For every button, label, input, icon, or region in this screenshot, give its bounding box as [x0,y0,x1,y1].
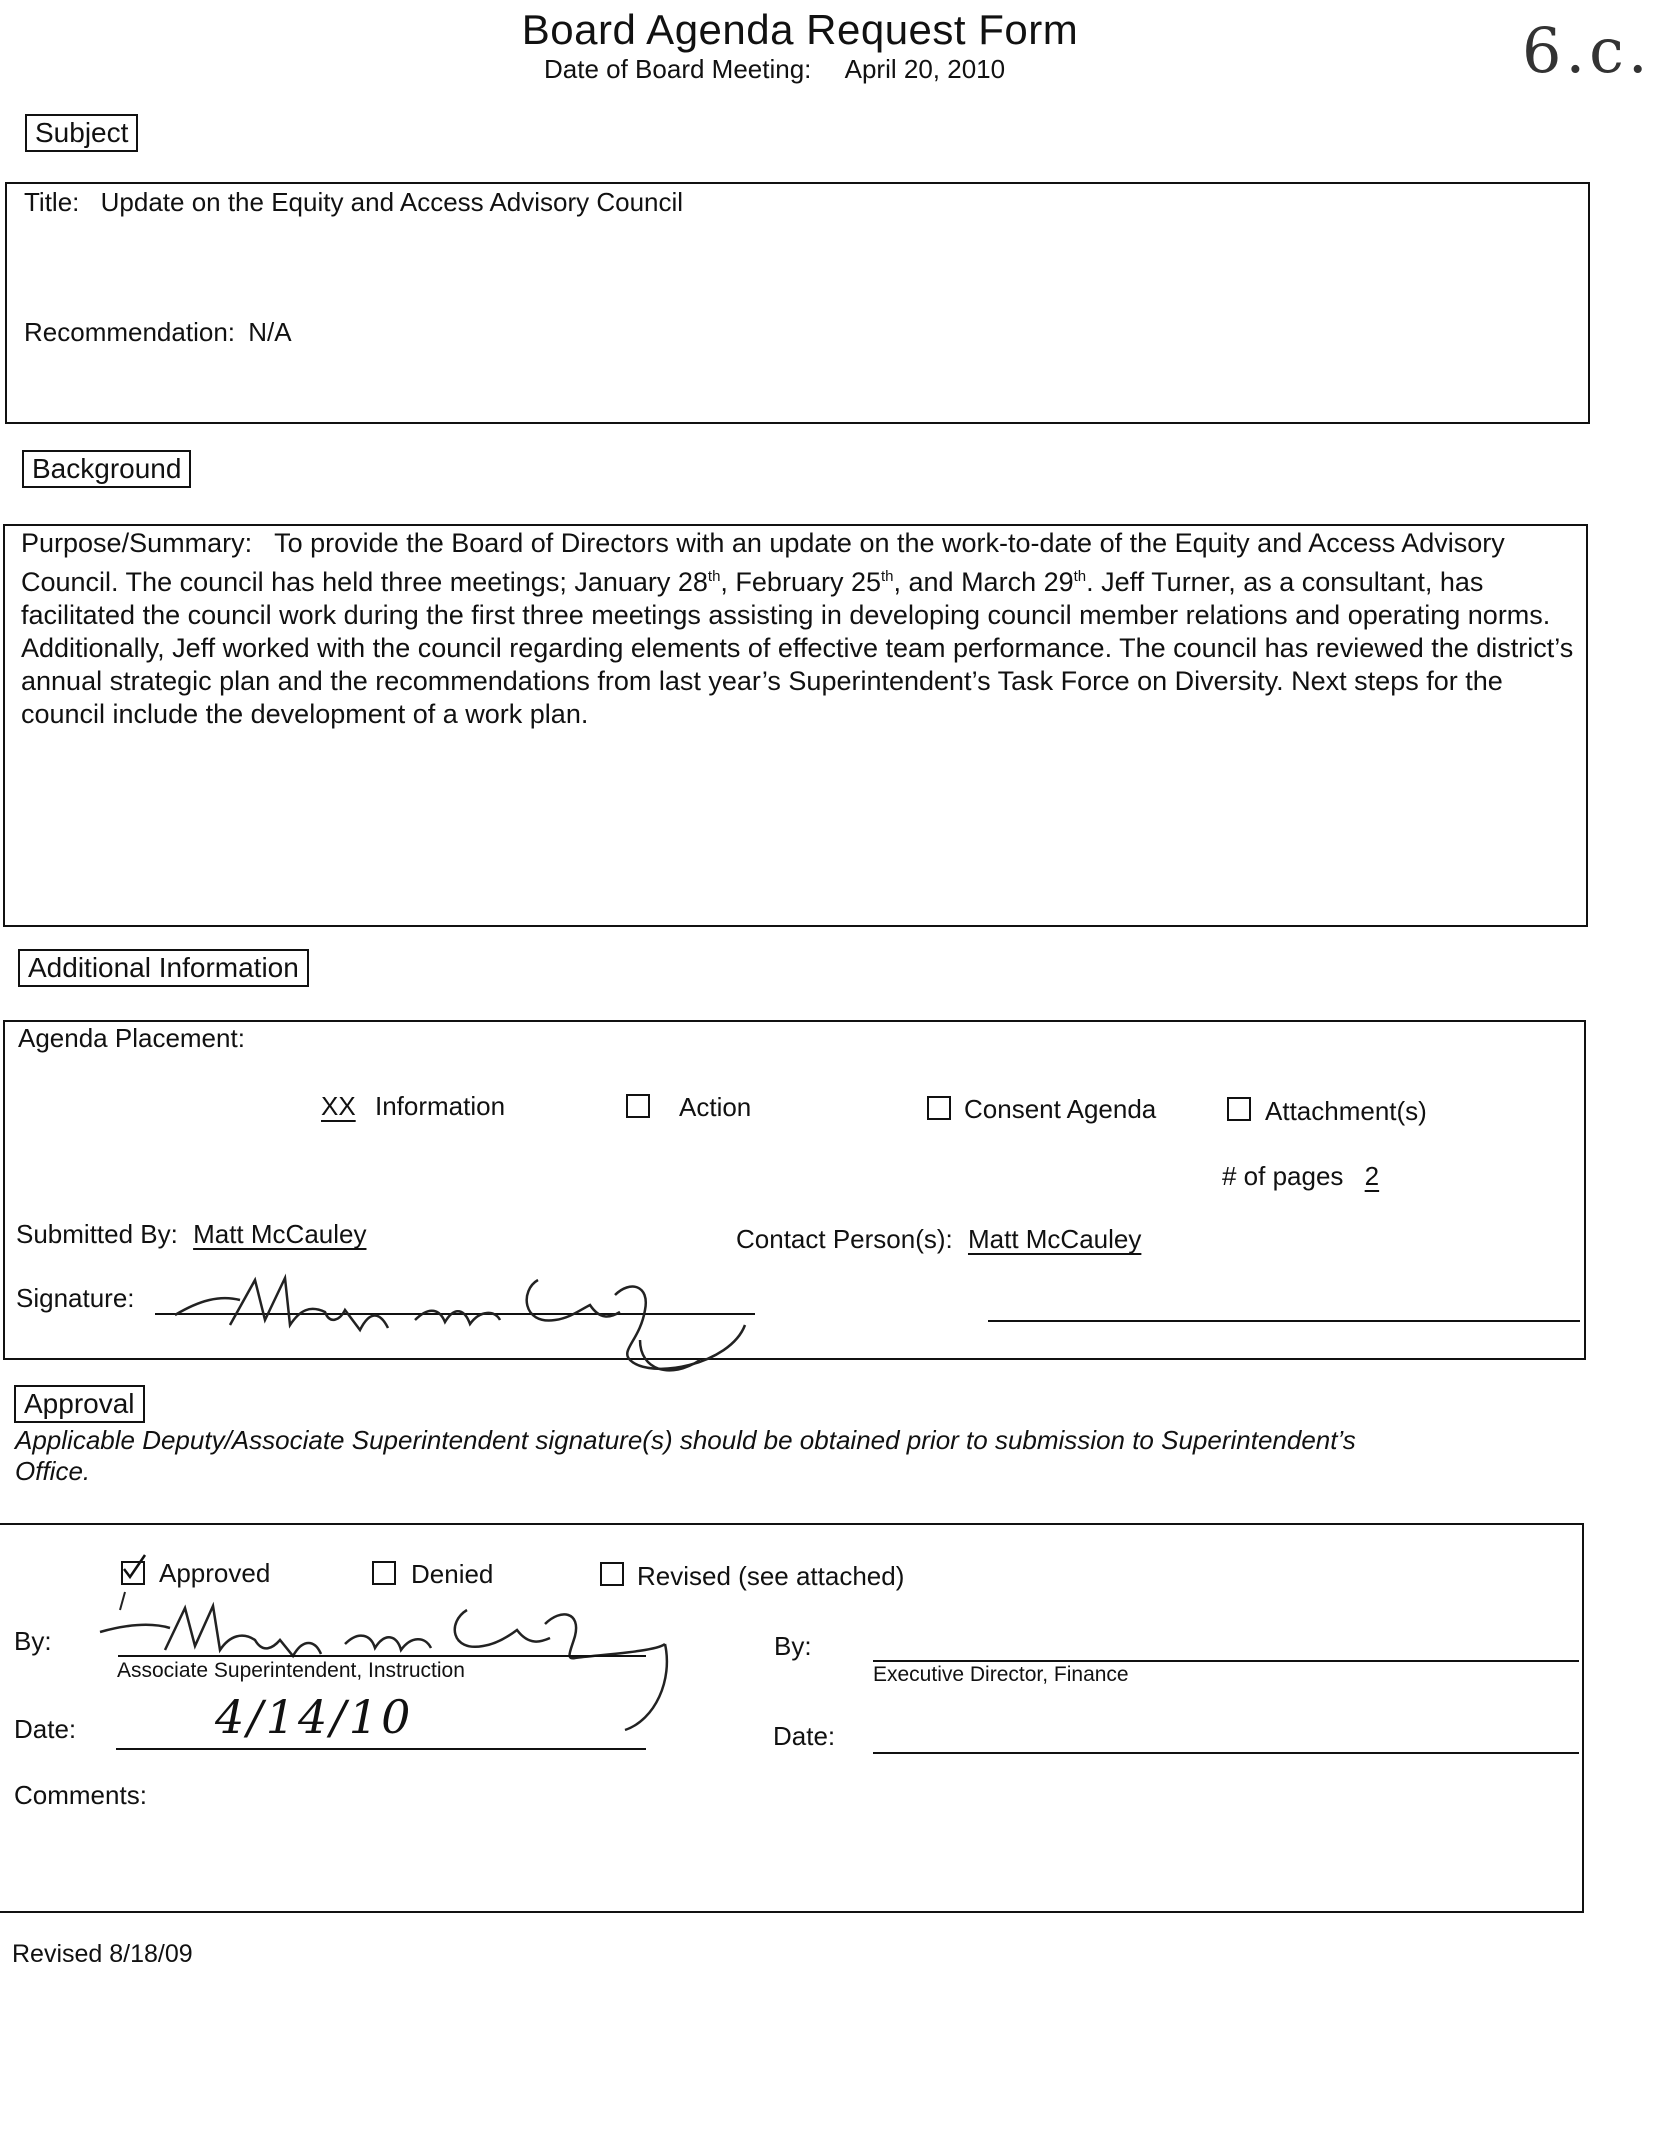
purpose-summary-text [21,527,1576,731]
contact-signature-line [988,1320,1580,1322]
purpose-text-3: , and March 29 [893,567,1074,597]
title-value: Update on the Equity and Access Advisory Council [100,187,684,217]
revised-footer: Revised 8/18/09 [12,1940,193,1968]
recommendation-value: N/A [248,317,292,347]
by-label-left: By: [14,1626,52,1656]
contact-person-label: Contact Person(s): [736,1224,953,1254]
revised-label: Revised (see attached) [637,1561,905,1591]
approved-label: Approved [159,1558,271,1588]
attachments-label: Attachment(s) [1265,1096,1427,1126]
recommendation-line [24,317,292,348]
title-line [24,187,683,218]
information-mark: XX [321,1091,356,1121]
pages-line [1222,1161,1379,1192]
check-icon [121,1557,145,1581]
information-label: Information [375,1091,506,1121]
comments-label: Comments: [14,1780,147,1810]
action-label: Action [679,1092,752,1122]
attachments-checkbox[interactable] [1227,1097,1251,1121]
meeting-date-value: April 20, 2010 [844,54,1006,84]
approval-instruction: Applicable Deputy/Associate Superintendent signature(s) should be obtained prior to submission to Superintendent’s Office. [15,1425,1356,1486]
additional-info-section-label: Additional Information [18,949,309,987]
purpose-text-1: To provide the Board of Directors with an update on the work-to-date of the Equity and Access Advisory Council. The council has held three meetings; January 28 [21,528,1505,597]
left-approver-title: Associate Superintendent, Instruction [117,1659,465,1682]
contact-person-line [736,1224,1141,1255]
purpose-text-4: . Jeff Turner, as a consultant, has facilitated the council work during the first three meetings assisting in developing council member relations and operating norms. Additionally, Jeff worked with the council regarding elements of effective team performance. The council has reviewed the district’s annual strategic plan and the recommendations from last year’s Superintendent’s Task Force on Diversity. Next steps for the council include the development of a work plan. [21,567,1574,729]
pages-value: 2 [1364,1161,1380,1191]
recommendation-label: Recommendation: [24,317,235,347]
contact-person-value: Matt McCauley [967,1224,1142,1254]
date-line-right [873,1752,1579,1754]
agenda-placement-label: Agenda Placement: [18,1023,245,1053]
date-label-left: Date: [14,1714,77,1744]
background-section-label: Background [22,450,191,488]
right-approver-title: Executive Director, Finance [873,1663,1129,1686]
pages-label: # of pages [1222,1161,1344,1191]
by-label-right: By: [774,1631,812,1661]
signature-label: Signature: [16,1283,135,1313]
meeting-date-label: Date of Board Meeting: [544,54,812,84]
denied-label: Denied [411,1559,494,1589]
action-checkbox[interactable] [626,1094,650,1118]
by-line-right [873,1660,1579,1662]
submitted-by-value: Matt McCauley [193,1219,367,1249]
date-label-right: Date: [773,1721,836,1751]
subject-section-label: Subject [25,114,138,152]
consent-agenda-checkbox[interactable] [927,1096,951,1120]
sup-3: th [1073,568,1087,585]
by-line-left [118,1655,646,1657]
purpose-label: Purpose/Summary: [21,528,253,558]
approval-section-label: Approval [14,1385,145,1423]
consent-agenda-label: Consent Agenda [964,1094,1157,1124]
subject-box [5,182,1590,424]
sup-2: th [881,568,894,585]
date-line-left [116,1748,646,1750]
date-value-left: 4/14/10 [215,1690,414,1744]
meeting-date-line [544,54,1005,85]
purpose-text-2: , February 25 [720,567,881,597]
form-title: Board Agenda Request Form [521,6,1079,53]
agenda-item-number: 6.c. [1522,14,1652,87]
signature-handwriting [160,1240,760,1380]
title-label: Title: [24,187,80,217]
submitted-by-label: Submitted By: [16,1219,178,1249]
sup-1: th [707,568,721,585]
